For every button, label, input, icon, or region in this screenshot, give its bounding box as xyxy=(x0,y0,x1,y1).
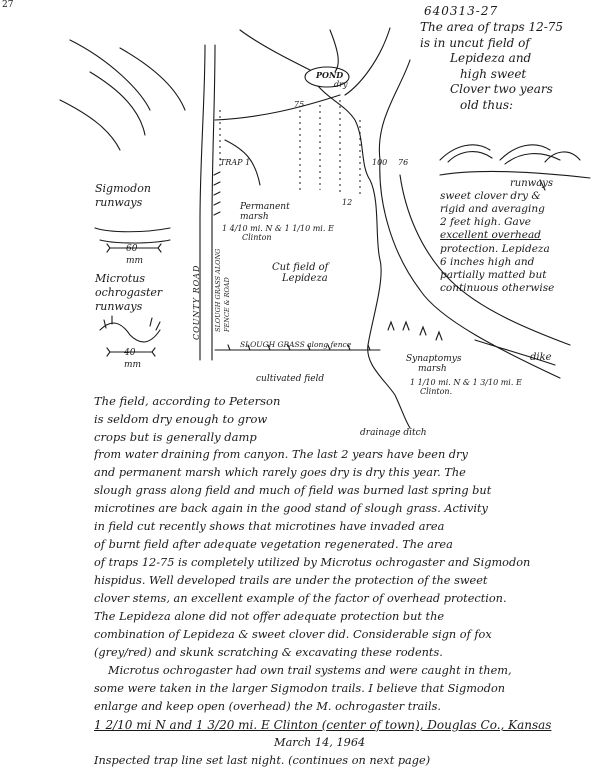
runways-label: runways xyxy=(510,178,553,189)
permanent-marsh-label: Permanent marsh xyxy=(240,202,290,222)
body-line: of burnt field after adequate vegetation regenerated. The area xyxy=(94,538,453,551)
body-line: combination of Lepideza & sweet clover did. Considerable sign of fox xyxy=(94,628,492,641)
dike-label: dike xyxy=(530,352,552,363)
body-line: Inspected trap line set last night. (continues on next page) xyxy=(94,754,431,767)
body-line: and permanent marsh which rarely goes dry is dry this year. The xyxy=(94,466,466,479)
body-line: slough grass along field and much of field was burned last spring but xyxy=(94,484,492,497)
cultivated-field-label: cultivated field xyxy=(256,374,325,384)
body-line: enlarge and keep open (overhead) the M. ochrogaster trails. xyxy=(94,700,441,713)
body-line: some were taken in the larger Sigmodon trails. I believe that Sigmodon xyxy=(94,682,506,695)
sweet-clover-note: sweet clover dry & rigid and averaging 2 feet high. Gave excellent overhead protection. Lepideza 6 inches high and partially matted but continuous otherwise xyxy=(440,190,555,294)
trap-75-label: 75 xyxy=(294,100,305,109)
sigmodon-unit: mm xyxy=(126,256,144,266)
county-road-label: COUNTY ROAD xyxy=(192,264,201,340)
body-line: (grey/red) and skunk scratching & excavating these rodents. xyxy=(94,646,443,659)
body-line: Microtus ochrogaster had own trail systems and were caught in them, xyxy=(108,664,512,677)
drainage-ditch-label: drainage ditch xyxy=(360,428,427,438)
pond-label: POND xyxy=(316,70,344,80)
trap-1-label: TRAP 1 xyxy=(220,158,251,167)
synaptomys-marsh-label: Synaptomys marsh xyxy=(406,354,462,374)
pond-dry-label: dry xyxy=(334,80,348,89)
body-line: The Lepideza alone did not offer adequate protection but the xyxy=(94,610,445,623)
sigmodon-runways-note: Sigmodon runways xyxy=(95,182,151,209)
trap-12-label: 12 xyxy=(342,198,353,207)
slough-grass-road-label: SLOUGH GRASS ALONG FENCE & ROAD xyxy=(214,248,231,332)
trap-76-label: 76 xyxy=(398,158,409,167)
synaptomys-coords: 1 1/10 mi. N & 1 3/10 mi. E Clinton. xyxy=(410,378,522,396)
field-note: The field, according to Peterson is seldom dry enough to grow crops but is generally damp xyxy=(94,394,281,444)
sigmodon-width: 60 xyxy=(126,244,138,254)
date-line: March 14, 1964 xyxy=(274,736,366,749)
location-line: 1 2/10 mi N and 1 3/20 mi. E Clinton (center of town), Douglas Co., Kansas xyxy=(94,718,552,732)
cut-field-label: Cut field of Lepideza xyxy=(272,262,329,284)
body-line: of traps 12-75 is completely utilized by Microtus ochrogaster and Sigmodon xyxy=(94,556,531,569)
body-line: clover stems, an excellent example of the factor of overhead protection. xyxy=(94,592,507,605)
body-line: in field cut recently shows that microtines have invaded area xyxy=(94,520,445,533)
body-line: hispidus. Well developed trails are under the protection of the sweet xyxy=(94,574,488,587)
trap-100-label: 100 xyxy=(372,158,388,167)
body-line: microtines are back again in the good stand of slough grass. Activity xyxy=(94,502,488,515)
journal-body xyxy=(94,446,594,770)
microtus-unit: mm xyxy=(124,360,142,370)
page-id: 640313-27 xyxy=(424,4,499,18)
page-number: 27 xyxy=(2,0,14,10)
slough-grass-fence-label: SLOUGH GRASS along fence xyxy=(240,340,352,349)
body-line: from water draining from canyon. The last 2 years have been dry xyxy=(94,448,468,461)
traps-area-note: The area of traps 12-75 is in uncut field of Lepideza and high sweet Clover two years old thus: xyxy=(420,20,564,112)
microtus-width: 40 xyxy=(124,348,136,358)
microtus-runways-note: Microtus ochrogaster runways xyxy=(95,272,163,313)
marsh-coords: 1 4/10 mi. N & 1 1/10 mi. E Clinton xyxy=(222,224,334,242)
